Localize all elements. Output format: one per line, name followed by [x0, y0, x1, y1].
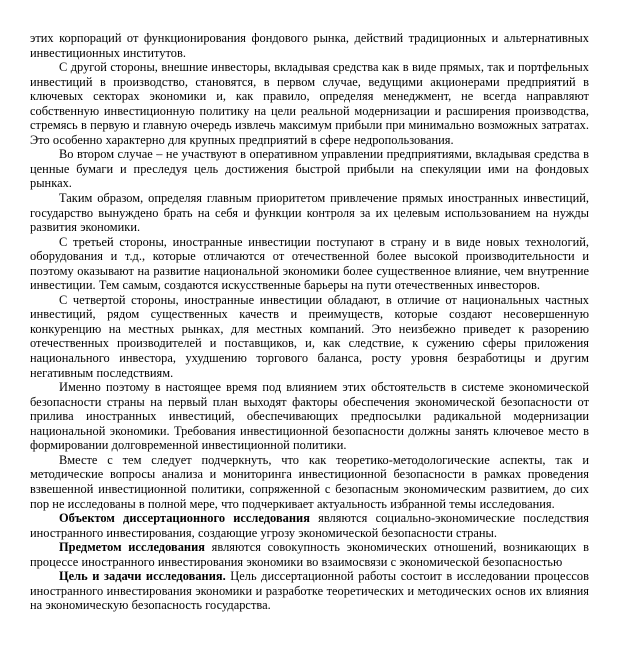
subject-of-research-text: являются совокупность экономических отношений, возникающих в процессе иностранного инвестирования экономики во взаимосвязи с экономической безопасностью [30, 540, 589, 569]
paragraph-6 [30, 293, 589, 380]
paragraph-subject-of-research [30, 540, 589, 569]
paragraph-2 [30, 60, 589, 147]
goal-and-tasks-label: Цель и задачи исследования. [59, 569, 226, 584]
paragraph-6-text: С четвертой стороны, иностранные инвестиции обладают, в отличие от национальных частных инвестиций, рядом существенных качеств и преимуществ, которые создают несовершенную конкуренцию на местных рынках, для местных компаний. Это неизбежно приведет к разорению отечественных производителей и поставщиков, и, как следствие, к сужению сферы приложения национального инвестора, ухудшению торгового баланса, росту уровня безработицы и другим негативным последствиям. [30, 292, 589, 380]
paragraph-goal-and-tasks [30, 569, 589, 613]
paragraph-2-text: С другой стороны, внешние инвесторы, вкладывая средства как в виде прямых, так и портфельных инвестиций в производство, становятся, в первом случае, ведущими акционерами предприятий в ключевых секторах экономики и, как правило, определяя менеджмент, не всегда направляют собственную инвестиционную политику на цели реальной модернизации и расширения производства, стремясь в первую и главную очередь извлечь максимум прибыли при минимально возможных затратах. Это особенно характерно для крупных предприятий в сфере недропользования. [30, 60, 589, 147]
paragraph-4 [30, 191, 589, 235]
paragraph-5 [30, 235, 589, 293]
paragraph-8 [30, 453, 589, 511]
paragraph-7 [30, 380, 589, 453]
object-of-research-label: Объектом диссертационного исследования [59, 511, 310, 526]
subject-of-research-label: Предметом исследования [59, 540, 205, 555]
object-of-research-text: являются социально-экономические последствия иностранного инвестирования, создающие угрозу экономической безопасности страны. [30, 511, 589, 540]
paragraph-7-text: Именно поэтому в настоящее время под влиянием этих обстоятельств в системе экономической безопасности страны на первый план выходят факторы обеспечения экономической безопасности от прилива иностранных инвестиций, обеспечивающих предпосылки радикальной модернизации национальной экономики. Требования инвестиционной безопасности должны занять ключевое место в формировании долговременной инвестиционной политики. [30, 380, 589, 453]
paragraph-3-text: Во втором случае – не участвуют в оперативном управлении предприятиями, вкладывая средства в ценные бумаги и преследуя цель достижения быстрой прибыли на спекуляции ими на фондовых рынках. [30, 147, 589, 191]
document-body-text [30, 31, 589, 613]
paragraph-3 [30, 147, 589, 191]
paragraph-5-text: С третьей стороны, иностранные инвестиции поступают в страну и в виде новых технологий, оборудования и т.д., которые отличаются от отечественной более высокой производительности и поэтому оказывают на развитие национальной экономики более существенное влияние, чем внутренние инвестиции. Тем самым, создаются искусственные барьеры на пути отечественных инвесторов. [30, 234, 589, 293]
paragraph-1 [30, 31, 589, 60]
paragraph-4-text: Таким образом, определяя главным приоритетом привлечение прямых иностранных инвестиций, государство вынуждено брать на себя и функции контроля за их целевым использованием на нужды развития экономики. [30, 191, 589, 235]
paragraph-object-of-research [30, 511, 589, 540]
goal-and-tasks-text: Цель диссертационной работы состоит в исследовании процессов иностранного инвестирования экономики и разработке теоретических и методических основ их влияния на экономическую безопасность государства. [30, 569, 589, 613]
paragraph-1-text: этих корпораций от функционирования фондового рынка, действий традиционных и альтернативных инвестиционных институтов. [30, 31, 589, 60]
paragraph-8-text: Вместе с тем следует подчеркнуть, что как теоретико-методологические аспекты, так и методические вопросы анализа и мониторинга инвестиционной безопасности в рамках проведения взвешенной инвестиционной политики, сопряженной с безопасным экономическим развитием, до сих пор не исследованы в полной мере, что подчеркивает актуальность избранной темы исследования. [30, 452, 589, 511]
